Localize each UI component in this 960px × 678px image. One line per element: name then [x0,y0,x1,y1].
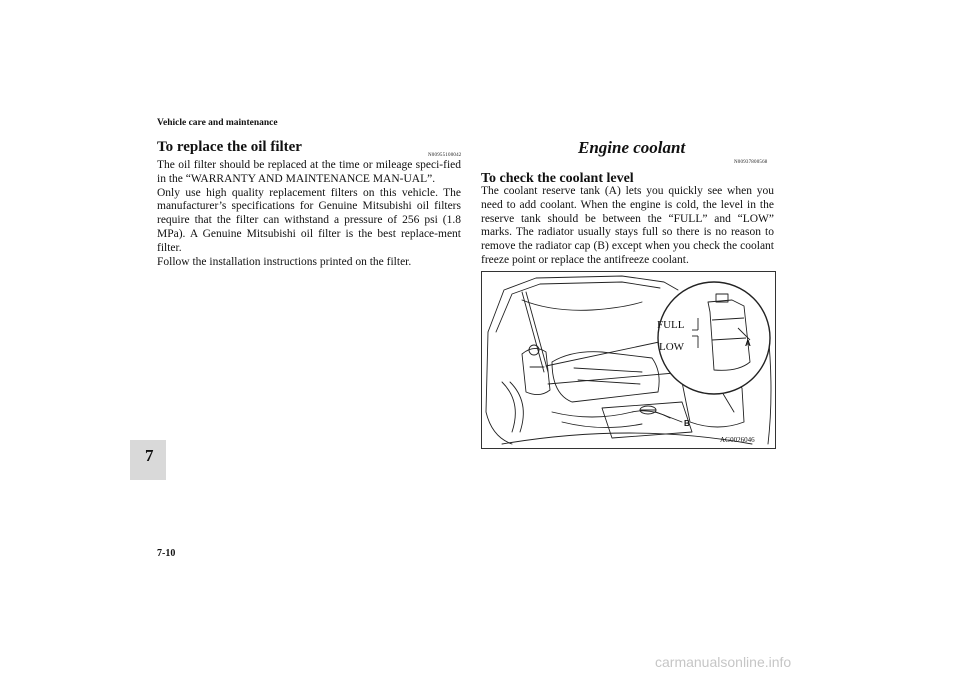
chapter-tab-number: 7 [145,446,154,465]
low-mark-label: LOW [659,341,685,353]
coolant-figure [481,271,776,449]
oil-filter-paragraph-3: Follow the installation instructions printed on the filter. [157,255,412,268]
running-header: Vehicle care and maintenance [157,118,278,128]
oil-filter-paragraph-2: Only use high quality replacement filters on this vehicle. The manufacturer’s specifications for Genuine Mitsubishi oil filters require that the filter can withstand a pressure of 256 psi (1.8 MPa). A Genuine Mitsubishi oil filter is the best replace-ment filter. [157,186,461,254]
oil-filter-code: N00955100042 [428,153,462,158]
engine-bay-illustration [482,272,775,448]
full-mark-label: FULL [657,319,685,331]
coolant-level-heading: To check the coolant level [481,171,634,186]
label-a: A [745,339,751,348]
engine-coolant-title: Engine coolant [578,138,686,157]
oil-filter-paragraph-1: The oil filter should be replaced at the time or mileage speci-fied in the “WARRANTY AND MAINTENANCE MAN-UAL”. [157,159,461,185]
figure-caption: AG0026046 [720,436,755,444]
coolant-level-text: The coolant reserve tank (A) lets you quickly see when you need to add coolant. When the engine is cold, the level in the reserve tank should be between the “FULL” and “LOW” marks. The radiator usually stays full so there is no reason to remove the radiator cap (B) except when you check the coolant freeze point or replace the antifreeze coolant. [481,185,774,266]
oil-filter-heading: To replace the oil filter [157,139,302,155]
oil-filter-text [157,159,461,269]
engine-coolant-code: N00937800568 [734,160,768,165]
watermark-footer: carmanualsonline.info [655,654,792,670]
page-number: 7-10 [157,548,176,559]
label-b: B [684,419,690,428]
